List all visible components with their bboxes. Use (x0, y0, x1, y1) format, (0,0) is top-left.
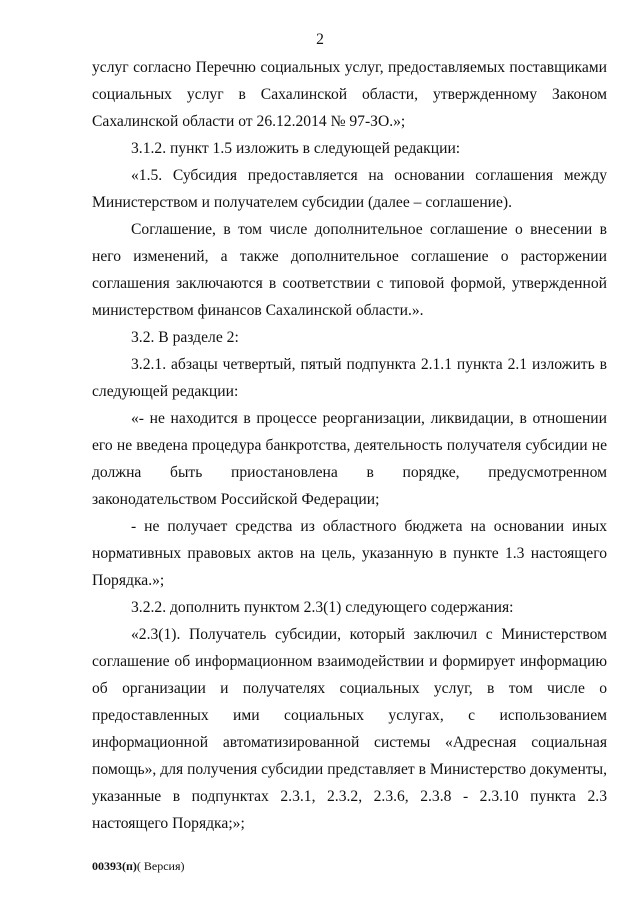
document-footer (92, 858, 185, 874)
document-body (92, 54, 607, 837)
paragraph-2-3-1: «2.3(1). Получатель субсидии, который заключил с Министерством соглашение об информационном взаимодействии и формирует информацию об организации и получателях социальных услуг, в том числе о предоставленных ими социальных услугах, с использованием информационной автоматизированной системы «Адресная социальная помощь», для получения субсидии представляет в Министерство документы, указанные в подпунктах 2.3.1, 2.3.2, 2.3.6, 2.3.8 - 2.3.10 пункта 2.3 настоящего Порядка;»; (92, 626, 607, 832)
paragraph-3-2: 3.2. В разделе 2: (131, 329, 239, 346)
page-number: 2 (316, 31, 324, 48)
paragraph-3-2-1: 3.2.1. абзацы четвертый, пятый подпункта 2.1.1 пункта 2.1 изложить в следующей редакции: (92, 356, 607, 400)
paragraph-3-1-2: 3.1.2. пункт 1.5 изложить в следующей редакции: (131, 140, 461, 157)
paragraph-no-budget-funds: - не получает средства из областного бюджета на основании иных нормативных правовых актов на цель, указанную в пункте 1.3 настоящего Порядка.»; (92, 518, 607, 589)
document-code: 00393(п) (92, 859, 137, 873)
paragraph-agreement: Соглашение, в том числе дополнительное соглашение о внесении в него изменений, а также дополнительное соглашение о расторжении соглашения заключаются в соответствии с типовой формой, утвержденной министерством финансов Сахалинской области.». (92, 221, 607, 319)
paragraph-not-reorganizing: «- не находится в процессе реорганизации, ликвидации, в отношении его не введена процедура банкротства, деятельность получателя субсидии не должна быть приостановлена в порядке, предусмотренном законодательством Российской Федерации; (92, 410, 607, 508)
paragraph-continuation: услуг согласно Перечню социальных услуг, предоставляемых поставщиками социальных услуг в Сахалинской области, утвержденному Законом Сахалинской области от 26.12.2014 № 97-ЗО.»; (92, 59, 607, 130)
document-version: ( Версия) (136, 859, 185, 873)
paragraph-3-2-2: 3.2.2. дополнить пунктом 2.3(1) следующего содержания: (131, 599, 514, 616)
paragraph-1-5: «1.5. Субсидия предоставляется на основании соглашения между Министерством и получателем субсидии (далее – соглашение). (92, 167, 607, 211)
